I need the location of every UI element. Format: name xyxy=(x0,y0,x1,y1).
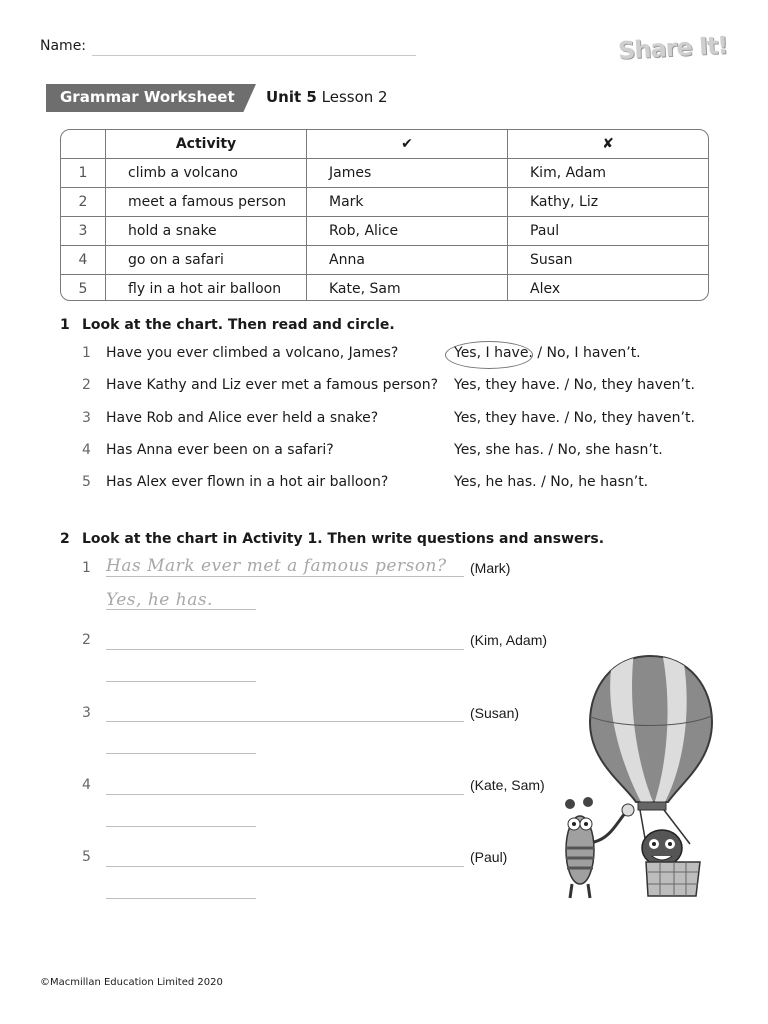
question-input-line[interactable] xyxy=(106,794,464,795)
activity-cell: climb a volcano xyxy=(106,159,307,188)
item-cue: (Paul) xyxy=(470,849,508,865)
no-cell: Kim, Adam xyxy=(508,159,709,188)
copyright-footer: ©Macmillan Education Limited 2020 xyxy=(40,977,223,988)
question-text: Have Kathy and Liz ever met a famous person? xyxy=(106,377,439,393)
name-input-line[interactable] xyxy=(92,55,416,56)
answer-options[interactable]: Yes, she has. / No, she hasn’t. xyxy=(454,442,663,458)
answer-options[interactable]: Yes, they have. / No, they haven’t. xyxy=(454,377,695,393)
answer-input-line[interactable] xyxy=(106,753,256,754)
activity-chart xyxy=(60,129,709,301)
question-text: Has Anna ever been on a safari? xyxy=(106,442,334,458)
item-cue: (Kate, Sam) xyxy=(470,777,545,793)
question-text: Have Rob and Alice ever held a snake? xyxy=(106,410,379,426)
no-cell: Susan xyxy=(508,246,709,275)
worksheet-banner-title: Grammar Worksheet xyxy=(60,88,235,106)
question-number: 5 xyxy=(82,474,91,490)
answer-input-line[interactable] xyxy=(106,681,256,682)
item-cue: (Mark) xyxy=(470,560,511,576)
question-number: 4 xyxy=(82,442,91,458)
question-input-line[interactable] xyxy=(106,721,464,722)
activity-cell: fly in a hot air balloon xyxy=(106,275,307,302)
answer-options[interactable]: Yes, he has. / No, he hasn’t. xyxy=(454,474,649,490)
table-row xyxy=(61,159,708,188)
table-row xyxy=(61,188,708,217)
exercise-1-title: Look at the chart. Then read and circle. xyxy=(82,317,395,333)
yes-cell: James xyxy=(307,159,508,188)
activity-cell: hold a snake xyxy=(106,217,307,246)
table-row xyxy=(61,275,708,302)
table-row xyxy=(61,217,708,246)
question-number: 1 xyxy=(82,345,91,361)
answer-input-line[interactable] xyxy=(106,826,256,827)
activity-cell: meet a famous person xyxy=(106,188,307,217)
no-cell: Alex xyxy=(530,281,561,297)
activity-cell: go on a safari xyxy=(106,246,307,275)
question-line xyxy=(106,576,464,577)
activity-table xyxy=(61,130,708,301)
hot-air-balloon-illustration xyxy=(550,652,725,900)
exercise-2-number: 2 xyxy=(60,531,70,547)
exercise-1-number: 1 xyxy=(60,317,70,333)
col-header-check-icon: ✔ xyxy=(307,130,508,159)
question-text: Have you ever climbed a volcano, James? xyxy=(106,345,399,361)
col-header-cross-icon: ✘ xyxy=(508,130,709,159)
item-number: 5 xyxy=(82,849,91,865)
answer-options[interactable]: Yes, they have. / No, they haven’t. xyxy=(454,410,695,426)
no-cell: Kathy, Liz xyxy=(508,188,709,217)
unit-lesson-label xyxy=(266,88,388,106)
item-number: 1 xyxy=(82,560,91,576)
yes-cell: Mark xyxy=(307,188,508,217)
name-label: Name: xyxy=(40,38,87,54)
exercise-2-title: Look at the chart in Activity 1. Then write questions and answers. xyxy=(82,531,605,547)
item-number: 2 xyxy=(82,632,91,648)
exercise-2-heading xyxy=(60,531,604,547)
share-it-logo: Share It! xyxy=(617,31,729,65)
question-text: Has Alex ever flown in a hot air balloon? xyxy=(106,474,389,490)
item-number: 3 xyxy=(82,705,91,721)
unit-label: Unit 5 xyxy=(266,88,317,106)
item-cue: (Kim, Adam) xyxy=(470,632,548,648)
col-header-activity: Activity xyxy=(106,130,307,159)
answer-line xyxy=(106,609,256,610)
yes-cell: Kate, Sam xyxy=(307,275,508,302)
yes-cell: Rob, Alice xyxy=(307,217,508,246)
table-row xyxy=(61,246,708,275)
no-cell: Paul xyxy=(508,217,709,246)
question-input-line[interactable] xyxy=(106,649,464,650)
question-number: 3 xyxy=(82,410,91,426)
row-number: 1 xyxy=(61,159,106,188)
answer-options[interactable]: Yes, I have. / No, I haven’t. xyxy=(454,345,641,361)
row-number: 5 xyxy=(61,275,106,302)
lesson-label: Lesson 2 xyxy=(321,88,388,106)
item-cue: (Susan) xyxy=(470,705,520,721)
example-question-handwriting: Has Mark ever met a famous person? xyxy=(106,556,447,576)
col-header-number xyxy=(61,130,106,159)
row-number: 4 xyxy=(61,246,106,275)
answer-input-line[interactable] xyxy=(106,898,256,899)
item-number: 4 xyxy=(82,777,91,793)
yes-cell: Anna xyxy=(307,246,508,275)
question-number: 2 xyxy=(82,377,91,393)
example-answer-handwriting: Yes, he has. xyxy=(106,590,213,610)
question-input-line[interactable] xyxy=(106,866,464,867)
exercise-1-heading xyxy=(60,317,395,333)
row-number: 2 xyxy=(61,188,106,217)
row-number: 3 xyxy=(61,217,106,246)
